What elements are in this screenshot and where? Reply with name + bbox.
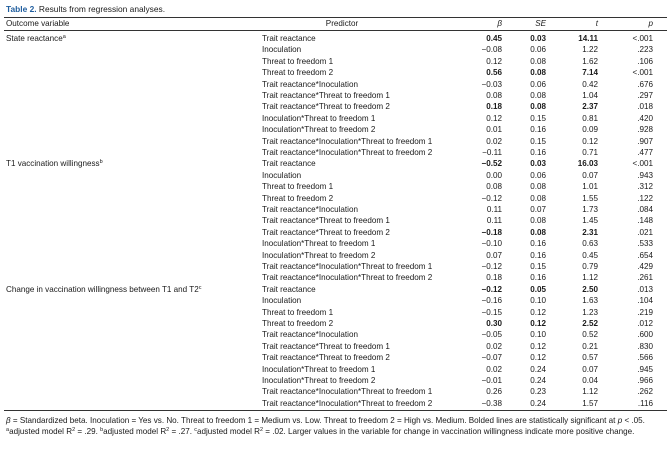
beta-cell: 0.18 [486,102,502,112]
se-cell: 0.10 [530,330,546,340]
se-cell: 0.06 [530,79,546,89]
se-cell: 0.12 [530,353,546,363]
t-cell: 16.03 [577,159,598,169]
table-row [0,181,671,192]
p-cell: .830 [637,341,653,351]
predictor-cell: Inoculation*Threat to freedom 1 [262,364,376,374]
p-cell: .297 [637,91,653,100]
t-cell: 0.12 [582,136,598,146]
predictor-cell: Trait reactance*Threat to freedom 2 [262,353,390,363]
footnote-sup-c: c [194,427,197,433]
p-cell: <.001 [632,34,653,43]
footnote-sup-b: b [100,427,104,433]
t-cell: 0.57 [582,353,598,363]
se-cell: 0.06 [530,170,546,180]
t-cell: 0.81 [582,113,598,123]
se-cell: 0.24 [530,364,546,374]
table-row [0,90,671,101]
se-cell: 0.06 [530,45,546,55]
predictor-cell: Threat to freedom 1 [262,307,334,317]
table-row [0,295,671,306]
footnote-val-b: = .27. [169,427,195,436]
predictor-cell: Threat to freedom 1 [262,56,334,66]
beta-cell: 0.02 [486,341,502,351]
p-cell: .566 [637,353,653,363]
predictor-cell: Trait reactance*Inoculation*Threat to freedom 1 [262,262,433,271]
footnote-text-c: adjusted model R [196,427,260,436]
beta-cell: 0.00 [486,170,502,180]
p-cell: <.001 [632,68,653,78]
t-cell: 0.07 [582,364,598,374]
se-cell: 0.16 [530,125,546,135]
table-row [0,318,671,329]
p-cell: .018 [637,102,653,112]
t-cell: 7.14 [582,68,598,78]
table-row [0,386,671,397]
outcome-label [6,33,66,44]
t-cell: 2.37 [582,102,598,112]
outcome-sup: b [99,159,103,166]
table-row [0,170,671,181]
predictor-cell: Trait reactance [262,159,316,169]
table-row [0,158,671,169]
p-cell: .477 [637,148,653,157]
bottom-rule [4,410,667,411]
p-cell: .106 [637,56,653,66]
p-cell: .945 [637,364,653,374]
header-beta: β [497,19,502,28]
se-cell: 0.08 [530,102,546,112]
table-row [0,250,671,261]
t-cell: 0.04 [582,376,598,385]
predictor-cell: Threat to freedom 2 [262,319,334,328]
outcome-text: Change in vaccination willingness between T1 and T2 [6,284,199,294]
t-cell: 1.62 [582,56,598,66]
table-row [0,352,671,363]
predictor-cell: Threat to freedom 1 [262,182,334,192]
table-row [0,329,671,340]
p-cell: .084 [637,205,653,214]
table-row [0,341,671,352]
se-cell: 0.16 [530,239,546,249]
p-cell: .533 [637,239,653,249]
beta-cell: 0.08 [486,182,502,192]
se-cell: 0.24 [530,376,546,385]
table-row [0,215,671,226]
t-cell: 0.71 [582,148,598,157]
table-row [0,56,671,67]
predictor-cell: Inoculation*Threat to freedom 1 [262,239,376,249]
t-cell: 1.23 [582,307,598,317]
beta-cell: −0.12 [481,262,502,271]
table-caption-text: Results from regression analyses. [38,4,166,14]
beta-cell: 0.11 [486,216,502,226]
table-row [0,193,671,204]
se-cell: 0.07 [530,205,546,214]
footnote-val-a: = .29. [75,427,101,436]
p-cell: .116 [637,398,653,408]
header-predictor: Predictor [325,19,359,28]
se-cell: 0.12 [530,341,546,351]
predictor-cell: Trait reactance*Inoculation [262,330,358,340]
predictor-cell: Trait reactance*Inoculation [262,79,358,89]
table-row [0,238,671,249]
se-cell: 0.16 [530,250,546,260]
p-cell: <.001 [632,159,653,169]
table-row [0,113,671,124]
se-cell: 0.08 [530,216,546,226]
beta-cell: −0.11 [482,148,502,157]
se-cell: 0.08 [530,68,546,78]
predictor-cell: Inoculation [262,45,302,55]
beta-cell: −0.10 [481,239,502,249]
predictor-cell: Trait reactance [262,34,316,43]
footnote-beta-symbol: β [6,416,11,425]
se-cell: 0.08 [530,91,546,100]
predictor-cell: Inoculation*Threat to freedom 2 [262,250,376,260]
beta-cell: −0.18 [481,227,502,237]
predictor-cell: Trait reactance*Threat to freedom 1 [262,341,390,351]
se-cell: 0.05 [530,284,546,294]
table-row [0,307,671,318]
footnote-sup-a: a [6,427,10,433]
table-row [0,79,671,90]
predictor-cell: Trait reactance*Threat to freedom 1 [262,91,390,100]
beta-cell: −0.12 [481,193,502,203]
header-outcome: Outcome variable [6,19,70,28]
outcome-text: State reactance [6,34,63,43]
outcome-sup: c [198,284,202,291]
beta-cell: 0.12 [486,113,502,123]
beta-cell: 0.02 [486,364,502,374]
se-cell: 0.10 [530,296,546,306]
p-cell: .928 [637,125,653,135]
header-se: SE [535,19,546,28]
se-cell: 0.08 [530,227,546,237]
table-footnote [6,415,666,437]
beta-cell: 0.08 [486,91,502,100]
predictor-cell: Trait reactance [262,284,316,294]
beta-cell: −0.03 [481,79,502,89]
se-cell: 0.15 [530,113,546,123]
beta-cell: 0.45 [486,34,502,43]
t-cell: 1.01 [582,182,598,192]
table-row [0,124,671,135]
t-cell: 0.52 [582,330,598,340]
se-cell: 0.08 [530,193,546,203]
t-cell: 0.09 [582,125,598,135]
p-cell: .907 [637,136,653,146]
t-cell: 14.11 [578,34,598,43]
se-cell: 0.24 [530,398,546,408]
outcome-text: T1 vaccination willingness [6,159,100,169]
predictor-cell: Trait reactance*Inoculation*Threat to freedom 2 [262,148,433,157]
predictor-cell: Trait reactance*Threat to freedom 2 [262,102,390,112]
table-row [0,101,671,112]
t-cell: 1.45 [582,216,598,226]
table-row [0,136,671,147]
beta-cell: 0.26 [486,387,502,397]
table-row [0,375,671,386]
t-cell: 0.42 [582,79,598,89]
se-cell: 0.16 [530,273,546,283]
beta-cell: 0.18 [486,273,502,283]
beta-cell: 0.11 [486,205,502,214]
predictor-cell: Threat to freedom 2 [262,193,334,203]
table-caption-label: Table 2. [6,4,37,14]
p-cell: .943 [637,170,653,180]
t-cell: 0.45 [582,250,598,260]
p-cell: .966 [637,376,653,385]
t-cell: 1.04 [582,91,598,100]
p-cell: .012 [637,319,653,328]
se-cell: 0.16 [530,148,546,157]
table-row [0,33,671,44]
predictor-cell: Trait reactance*Inoculation [262,205,358,214]
p-cell: .122 [637,193,653,203]
t-cell: 0.07 [582,170,598,180]
t-cell: 0.63 [582,239,598,249]
predictor-cell: Trait reactance*Threat to freedom 2 [262,227,390,237]
beta-cell: −0.15 [481,307,502,317]
beta-cell: −0.38 [481,398,502,408]
se-cell: 0.12 [530,307,546,317]
footnote-text-b: adjusted model R [103,427,167,436]
se-cell: 0.23 [530,387,546,397]
beta-cell: 0.56 [486,68,502,78]
table-caption [6,4,165,15]
se-cell: 0.15 [530,262,546,271]
header-t: t [595,19,598,28]
predictor-cell: Trait reactance*Threat to freedom 1 [262,216,390,226]
footnote-part1: = Standardized beta. Inoculation = Yes vs. No. Threat to freedom 1 = Medium vs. Low. Threat to freedom 2 = High vs. Medium. Bolded lines are statistically significant at [10,416,618,425]
t-cell: 1.73 [582,205,598,214]
t-cell: 1.12 [582,387,598,397]
p-cell: .600 [637,330,653,340]
se-cell: 0.08 [530,56,546,66]
predictor-cell: Inoculation [262,170,302,180]
footnote-text-a: adjusted model R [9,427,73,436]
beta-cell: −0.08 [481,45,502,55]
t-cell: 2.50 [582,284,598,294]
p-cell: .148 [637,216,653,226]
table-row [0,67,671,78]
table-header-row [0,18,671,29]
t-cell: 2.31 [582,227,598,237]
p-cell: .219 [637,307,653,317]
outcome-label [6,284,201,295]
predictor-cell: Inoculation*Threat to freedom 2 [262,125,376,135]
beta-cell: −0.12 [481,284,502,294]
outcome-label [6,158,103,169]
table-row [0,284,671,295]
footnote-p-symbol: p [617,416,623,425]
table-row [0,227,671,238]
predictor-cell: Inoculation [262,296,302,306]
table-row [0,261,671,272]
p-cell: .420 [637,113,653,123]
beta-cell: 0.12 [486,56,502,66]
t-cell: 0.21 [582,341,598,351]
predictor-cell: Trait reactance*Inoculation*Threat to freedom 2 [262,398,433,408]
se-cell: 0.08 [530,182,546,192]
t-cell: 1.55 [582,193,598,203]
p-cell: .429 [637,262,653,271]
beta-cell: −0.05 [481,330,502,340]
footnote-sq-c: 2 [259,427,264,433]
t-cell: 1.57 [582,398,598,408]
p-cell: .262 [637,387,653,397]
footnote-sq-a: 2 [72,427,76,433]
beta-cell: 0.07 [486,250,502,260]
table-row [0,44,671,55]
p-cell: .261 [637,273,653,283]
t-cell: 1.12 [582,273,598,283]
table-row [0,147,671,158]
predictor-cell: Threat to freedom 2 [262,68,334,78]
beta-cell: 0.01 [486,125,502,135]
beta-cell: −0.01 [481,376,502,385]
header-rule [4,30,667,31]
se-cell: 0.12 [530,319,546,328]
p-cell: .104 [637,296,653,306]
predictor-cell: Trait reactance*Inoculation*Threat to freedom 1 [262,387,433,397]
beta-cell: 0.02 [486,136,502,146]
p-cell: .312 [637,182,653,192]
t-cell: 0.79 [582,262,598,271]
p-cell: .021 [637,227,653,237]
predictor-cell: Inoculation*Threat to freedom 1 [262,113,376,123]
footnote-val-c: = .02. Larger values in the variable for change in vaccination willingness indicate more positive change. [263,427,635,436]
predictor-cell: Trait reactance*Inoculation*Threat to freedom 1 [262,136,433,146]
table-row [0,272,671,283]
se-cell: 0.03 [530,159,546,169]
beta-cell: −0.52 [481,159,502,169]
se-cell: 0.03 [530,34,546,43]
footnote-sq-b: 2 [166,427,170,433]
predictor-cell: Inoculation*Threat to freedom 2 [262,376,376,385]
t-cell: 1.63 [582,296,598,306]
beta-cell: −0.07 [481,353,502,363]
t-cell: 1.22 [582,45,598,55]
se-cell: 0.15 [530,136,546,146]
predictor-cell: Trait reactance*Inoculation*Threat to freedom 2 [262,273,433,283]
table-row [0,204,671,215]
p-cell: .676 [637,79,653,89]
p-cell: .223 [637,45,653,55]
table-row [0,364,671,375]
footnote-part2: < .05. [622,416,645,425]
t-cell: 2.52 [582,319,598,328]
header-p: p [648,19,653,28]
beta-cell: 0.30 [486,319,502,328]
p-cell: .654 [637,250,653,260]
beta-cell: −0.16 [481,296,502,306]
table-row [0,398,671,409]
p-cell: .013 [637,284,653,294]
outcome-sup: a [62,34,66,40]
